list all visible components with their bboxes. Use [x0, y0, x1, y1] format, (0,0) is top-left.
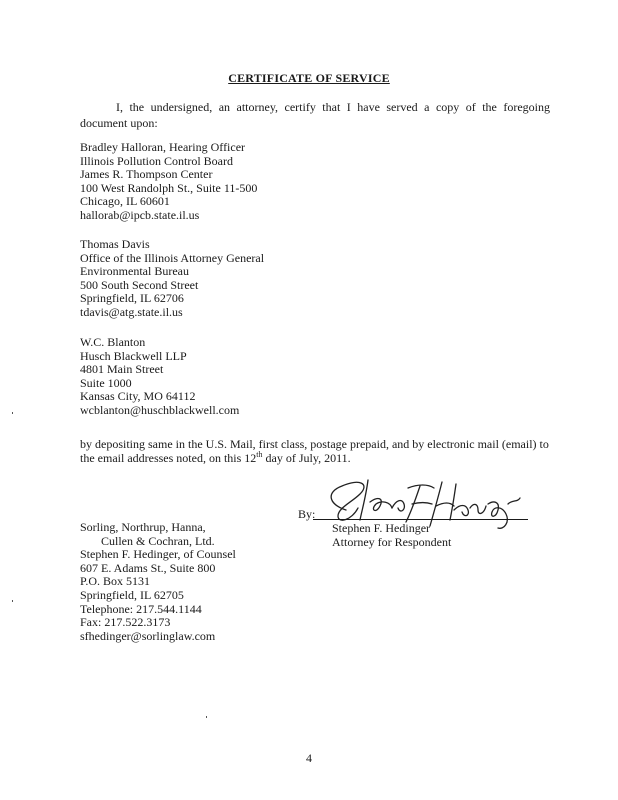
firm-fax: Fax: 217.522.3173: [80, 615, 171, 630]
mailing-date-text: day of July, 2011.: [262, 451, 351, 465]
recipient-line: 4801 Main Street: [80, 362, 164, 377]
firm-block: [80, 521, 236, 643]
recipient-line: James R. Thompson Center: [80, 167, 213, 182]
firm-line: 607 E. Adams St., Suite 800: [80, 560, 216, 575]
recipient-email: hallorab@ipcb.state.il.us: [80, 207, 200, 222]
recipient-line: Kansas City, MO 64112: [80, 389, 196, 404]
scan-mark: [12, 600, 13, 602]
recipient-line: 100 West Randolph St., Suite 11-500: [80, 180, 258, 195]
recipient-line: Chicago, IL 60601: [80, 194, 170, 209]
scan-mark: [12, 412, 13, 414]
intro-text: I, the undersigned, an attorney, certify that I have served a copy of the foregoing document upon:: [80, 100, 550, 130]
signatory-role: Attorney for Respondent: [332, 534, 452, 549]
mailing-text: by depositing same in the U.S. Mail, first class, postage prepaid, and by electronic mail (email) to the email addresses noted, on this 12: [80, 437, 549, 465]
recipient-line: Thomas Davis: [80, 237, 150, 251]
recipient-line: Office of the Illinois Attorney General: [80, 250, 265, 265]
firm-line: Stephen F. Hedinger, of Counsel: [80, 547, 236, 562]
page-number: 4: [306, 751, 312, 765]
recipient-line: Springfield, IL 62706: [80, 291, 184, 306]
recipient-block-1: [80, 141, 257, 223]
recipient-line: 500 South Second Street: [80, 277, 199, 292]
page-title: CERTIFICATE OF SERVICE: [228, 71, 390, 85]
firm-email: sfhedinger@sorlinglaw.com: [80, 628, 216, 643]
intro-paragraph: [80, 99, 550, 131]
firm-line: Springfield, IL 62705: [80, 587, 184, 602]
recipient-line: Suite 1000: [80, 375, 132, 390]
date-superscript: th: [256, 450, 263, 459]
firm-phone: Telephone: 217.544.1144: [80, 601, 202, 616]
firm-name-line: Sorling, Northrup, Hanna,: [80, 520, 206, 534]
recipient-line: Environmental Bureau: [80, 264, 189, 279]
recipient-line: Husch Blackwell LLP: [80, 348, 187, 363]
scan-mark: [206, 716, 207, 718]
by-label: By:: [298, 507, 316, 521]
signatory-block: [332, 522, 451, 549]
recipient-email: tdavis@atg.state.il.us: [80, 304, 183, 319]
recipient-block-3: [80, 336, 239, 418]
recipient-line: Bradley Halloran, Hearing Officer: [80, 140, 246, 154]
firm-name-line: Cullen & Cochran, Ltd.: [101, 533, 215, 548]
recipient-block-2: [80, 238, 264, 320]
signature-line: [313, 519, 528, 520]
firm-line: P.O. Box 5131: [80, 574, 151, 589]
signatory-name: Stephen F. Hedinger: [332, 521, 431, 535]
recipient-line: W.C. Blanton: [80, 335, 146, 349]
recipient-email: wcblanton@huschblackwell.com: [80, 402, 240, 417]
recipient-line: Illinois Pollution Control Board: [80, 153, 234, 168]
